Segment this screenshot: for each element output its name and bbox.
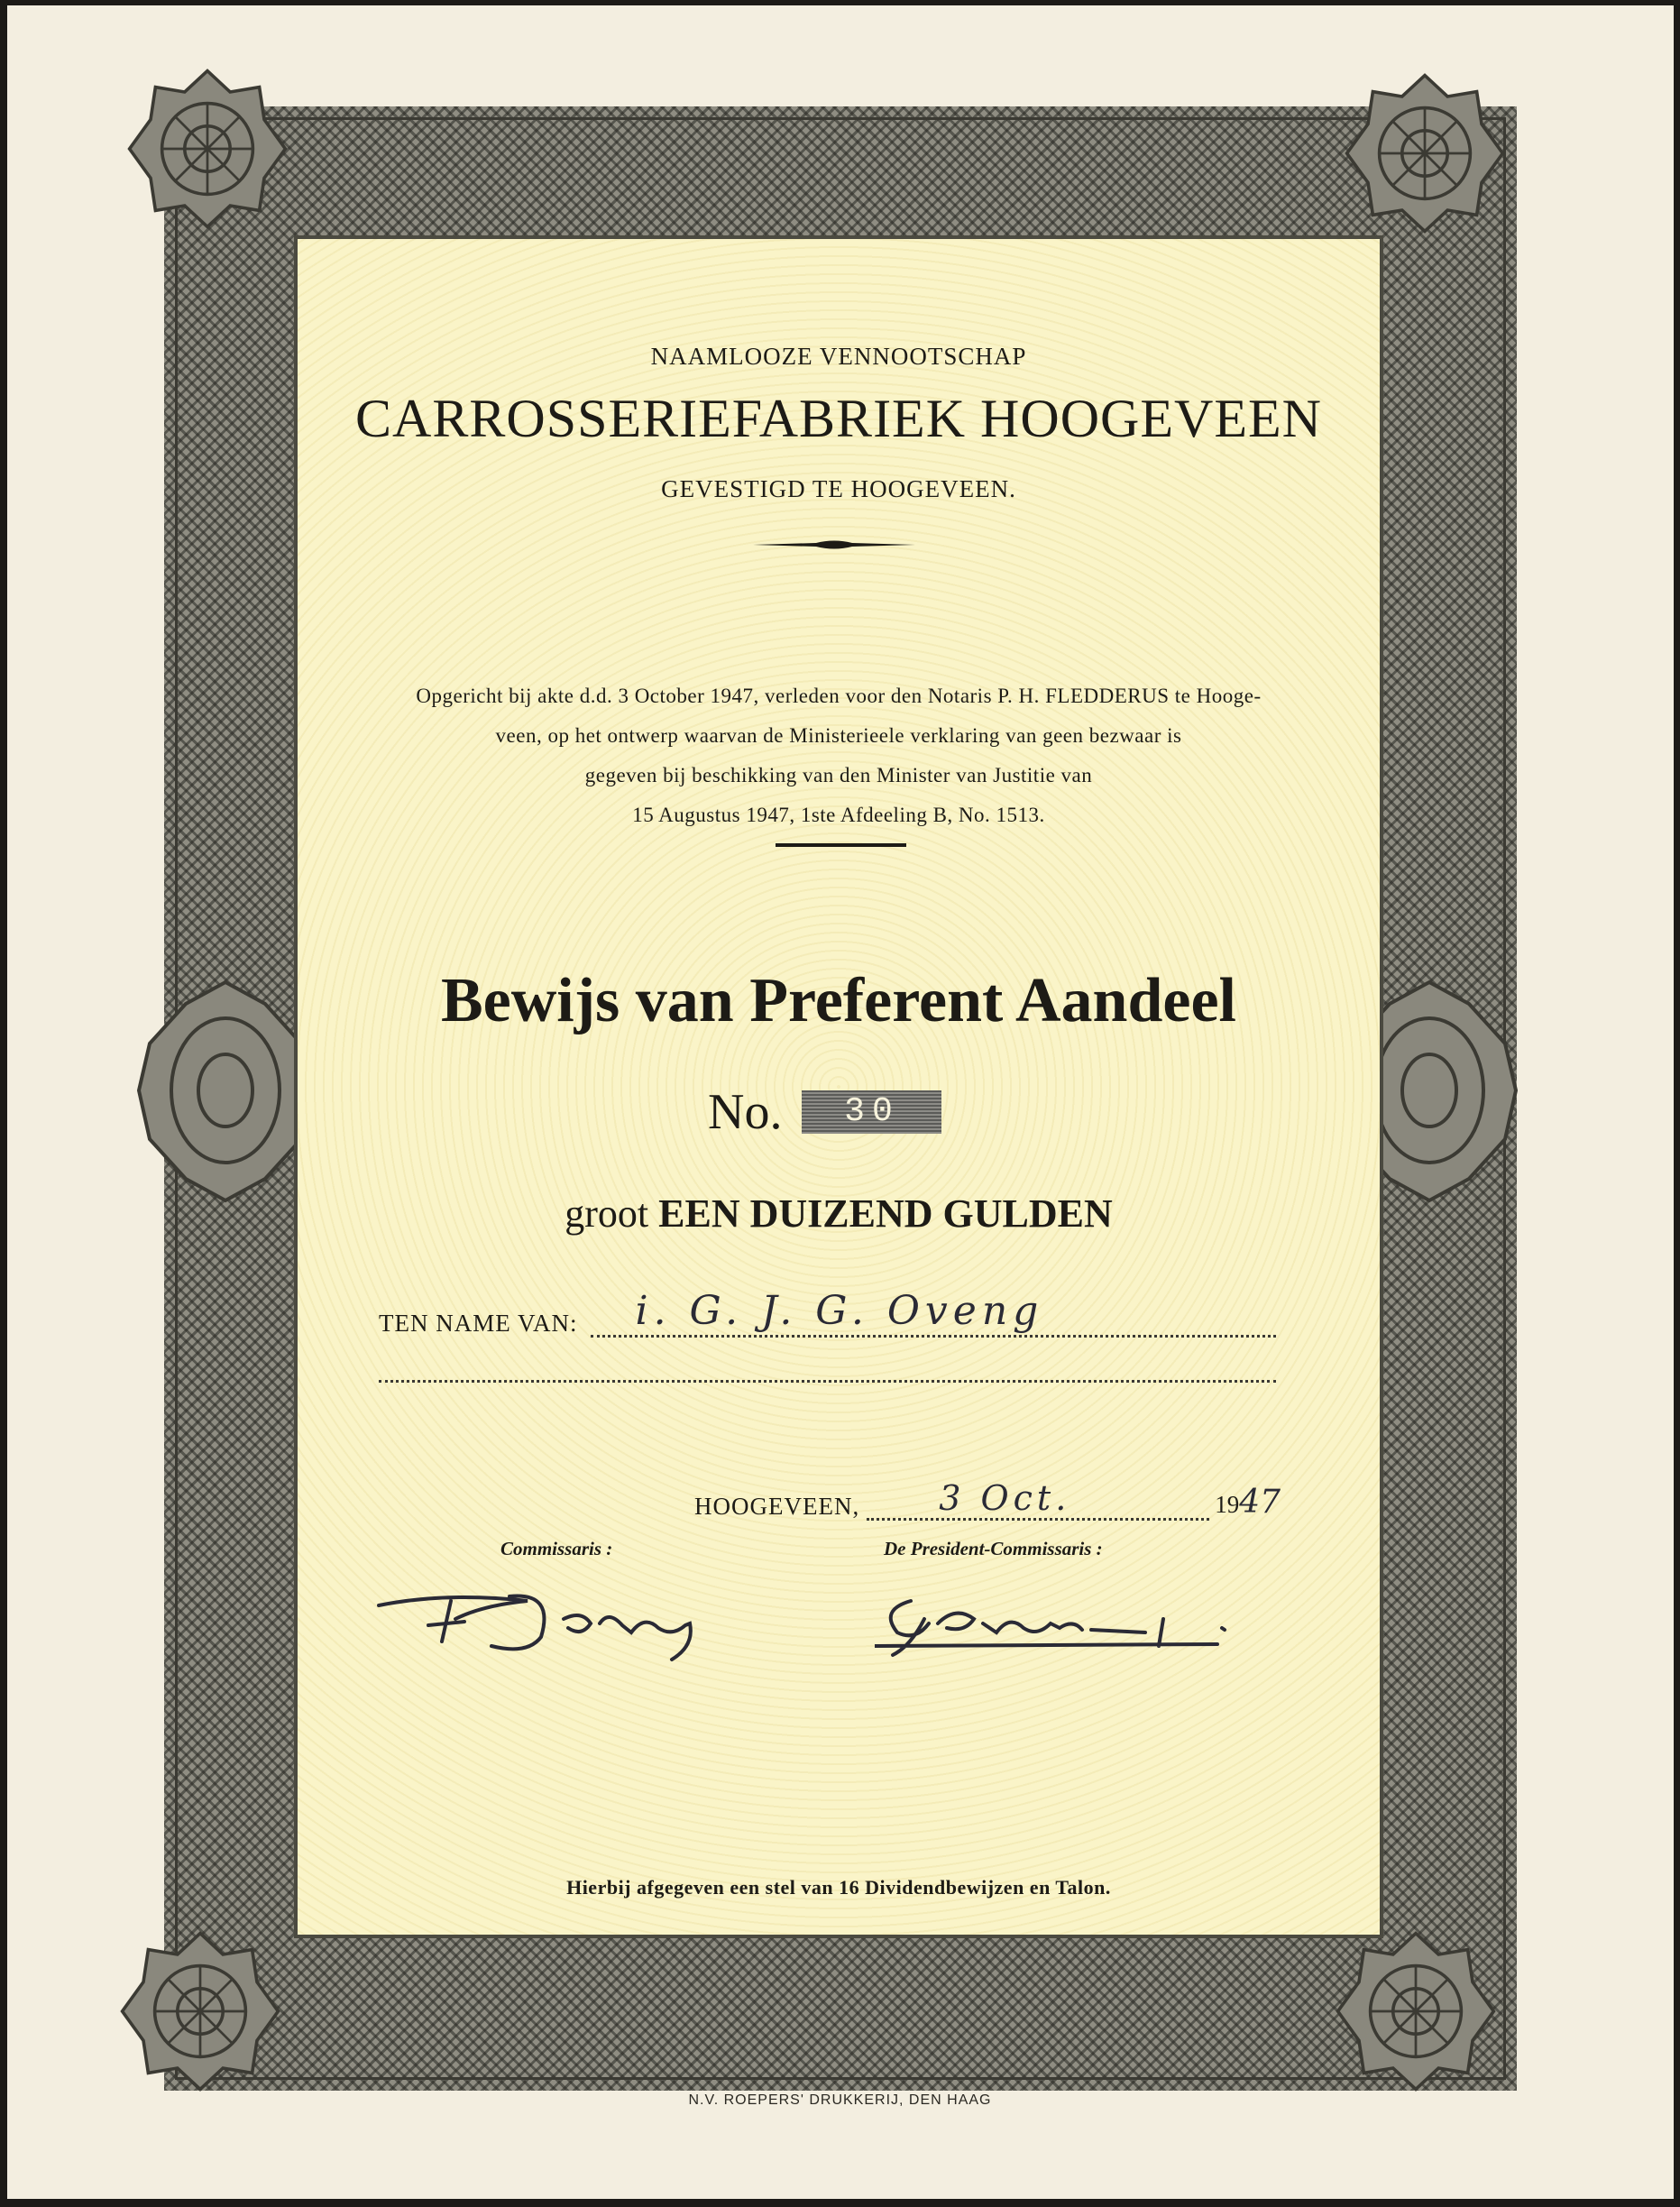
date-row (694, 1478, 1281, 1521)
nominal-amount (298, 1191, 1380, 1237)
year-handwritten: 47 (1239, 1484, 1281, 1521)
certificate-title: Bewijs van Preferent Aandeel (440, 966, 1236, 1035)
corner-rosette-bottom-right (1335, 1930, 1497, 2092)
amount-prefix: groot (565, 1191, 649, 1236)
number-label: No. (708, 1083, 783, 1140)
holder-name-label: TEN NAME VAN: (379, 1310, 578, 1337)
holder-name-handwritten: i. G. J. G. Oveng (635, 1288, 1044, 1334)
founding-line: Opgericht bij akte d.d. 3 October 1947, verleden voor den Notaris P. H. FLEDDERUS te Hooge- (416, 685, 1262, 707)
corner-rosette-bottom-left (119, 1930, 281, 2092)
company-seat: GEVESTIGD TE HOOGEVEEN. (661, 475, 1016, 502)
signature-president-commissaris (875, 1583, 1281, 1664)
ornament-rule (753, 538, 915, 551)
side-medallion-left (135, 979, 316, 1204)
company-name: CARROSSERIEFABRIEK HOOGEVEEN (355, 389, 1322, 448)
holder-name-row (379, 1288, 1276, 1338)
divider-rule (776, 843, 906, 847)
certificate-number-row (708, 1082, 941, 1141)
founding-text (383, 676, 1294, 835)
date-handwritten: 3 Oct. (939, 1478, 1071, 1518)
year (1209, 1484, 1281, 1521)
certificate-panel (298, 239, 1380, 1935)
founding-line: gegeven bij beschikking van den Minister van Justitie van (584, 764, 1093, 786)
corner-rosette-top-right (1344, 72, 1506, 234)
holder-name-line (591, 1288, 1276, 1338)
certificate-number: 30 (802, 1090, 941, 1134)
role-president-commissaris: De President-Commissaris : (884, 1538, 1103, 1559)
year-printed: 19 (1215, 1491, 1240, 1518)
holder-name-line-2 (379, 1380, 1276, 1383)
founding-line: veen, op het ontwerp waarvan de Ministerieele verklaring van geen bezwaar is (495, 724, 1182, 747)
legal-form: NAAMLOOZE VENNOOTSCHAP (650, 343, 1027, 370)
role-commissaris: Commissaris : (500, 1538, 613, 1559)
printer-imprint: N.V. ROEPERS' DRUKKERIJ, DEN HAAG (688, 2092, 992, 2108)
founding-line: 15 Augustus 1947, 1ste Afdeeling B, No. 1513. (632, 804, 1045, 826)
date-line (867, 1478, 1209, 1521)
corner-rosette-top-left (126, 68, 289, 230)
amount-value: EEN DUIZEND GULDEN (658, 1191, 1113, 1236)
place-label: HOOGEVEEN, (694, 1493, 860, 1520)
signature-commissaris (374, 1569, 780, 1669)
dividend-note: Hierbij afgegeven een stel van 16 Dividendbewijzen en Talon. (566, 1876, 1111, 1899)
